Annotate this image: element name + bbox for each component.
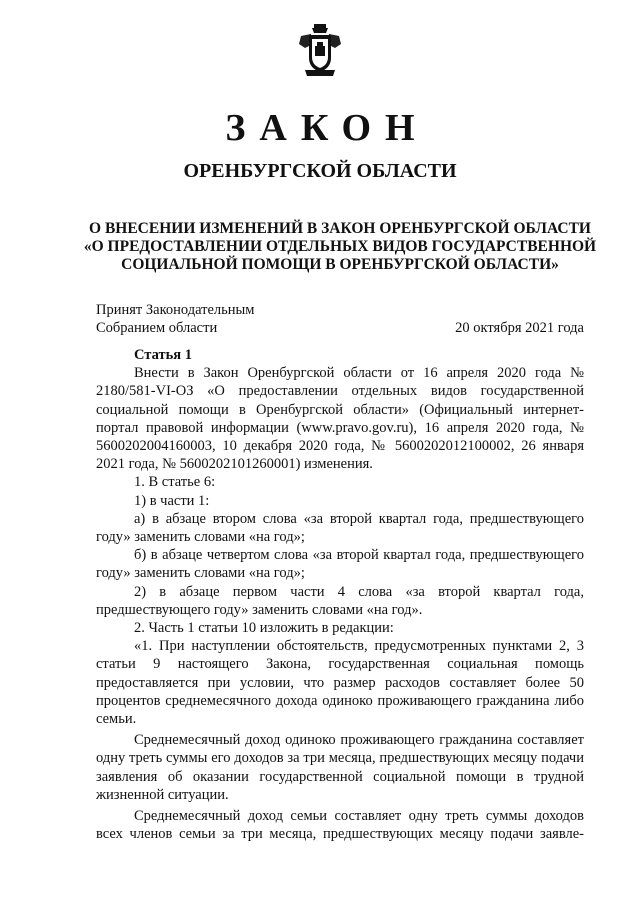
paragraph: «1. При наступлении обстоятельств, предусмотренных пунктами 2, 3 статьи 9 настоящего Закона, государственная социальная помощь предоставляется при условии, что размер расходов составляет более 50 процентов среднемесячного дохода одиноко проживающего гражданина либо семьи. [96, 638, 584, 728]
adoption-line: Принят Законодательным [96, 302, 255, 318]
paragraph: б) в абзаце четвертом слова «за второй квартал года, предшествующего году» заменить словами «на год»; [96, 547, 584, 582]
paragraph: 2. Часть 1 статьи 10 изложить в редакции: [134, 620, 394, 637]
heading-line: СОЦИАЛЬНОЙ ПОМОЩИ В ОРЕНБУРГСКОЙ ОБЛАСТИ» [121, 256, 559, 273]
paragraph: Внести в Закон Оренбургской области от 16 апреля 2020 года № 2180/581-VI-ОЗ «О предоставлении отдельных видов государственной социальной помощи в Оренбургской области» (Официальный интернет-портал правовой информации (www.pravo.gov.ru), 16 апреля 2020 года, № 5600202004160003, 10 декабря 2020 года, № 5600202012100002, 26 января 2021 года, № 5600202101260001) изменения. [96, 365, 584, 473]
law-title: ЗАКОН [225, 107, 429, 149]
paragraph: 1) в части 1: [134, 492, 210, 509]
coat-of-arms-icon [297, 22, 343, 78]
adoption-date: 20 октября 2021 года [455, 320, 584, 336]
adoption-note [96, 301, 254, 337]
paragraph: Среднемесячный доход одиноко проживающего гражданина составляет одну треть суммы его доходов за три месяца, предшествующих месяцу подачи заявления об оказании государственной социальной помощи в трудной жизненной ситуации. [96, 732, 584, 803]
law-heading [80, 220, 600, 274]
adoption-line: Собранием области [96, 320, 218, 336]
paragraph: 2) в абзаце первом части 4 слова «за второй квартал года, предшествующего году» заменить словами «на год». [96, 583, 584, 618]
paragraph: 1. В статье 6: [134, 474, 216, 491]
paragraph: Среднемесячный доход семьи составляет одну треть суммы доходов всех членов семьи за три месяца, предшествующих месяцу подачи заявле- [96, 808, 584, 843]
paragraph: а) в абзаце втором слова «за второй квартал года, предшествующего году» заменить словами «на год»; [96, 510, 584, 546]
region-title: ОРЕНБУРГСКОЙ ОБЛАСТИ [183, 160, 457, 182]
heading-line: «О ПРЕДОСТАВЛЕНИИ ОТДЕЛЬНЫХ ВИДОВ ГОСУДАРСТВЕННОЙ [83, 238, 597, 255]
article-title: Статья 1 [134, 347, 192, 363]
heading-line: О ВНЕСЕНИИ ИЗМЕНЕНИЙ В ЗАКОН ОРЕНБУРГСКОЙ ОБЛАСТИ [89, 220, 591, 237]
document-body [96, 346, 584, 843]
